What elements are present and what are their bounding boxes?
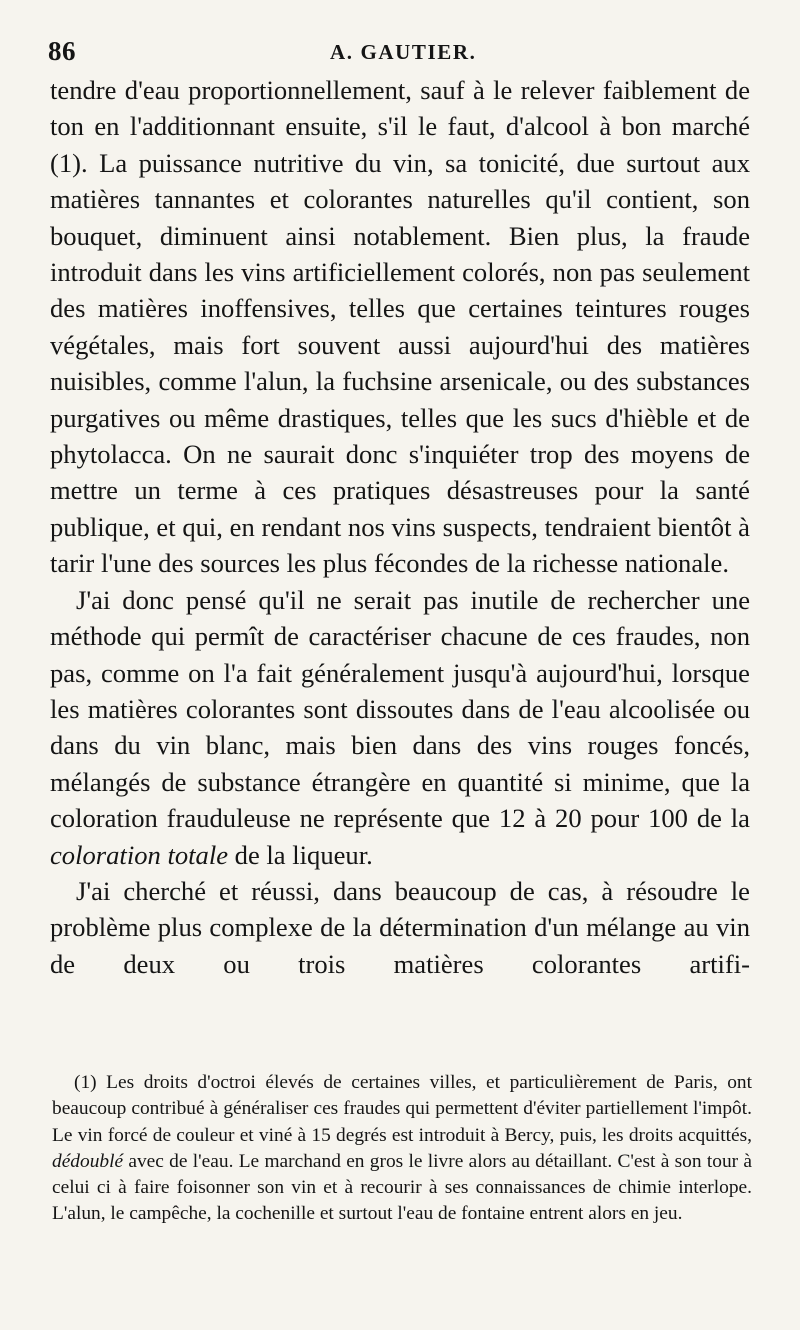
paragraph-1: tendre d'eau proportionnellement, sauf à le relever faiblement de ton en l'additionnant ensuite, s'il le faut, d'alcool à bon marché (1). La puissance nutritive du vin, sa tonicité, due surtout aux matières tannantes et colorantes naturelles qu'il contient, son bouquet, diminuent ainsi notablement. Bien plus, la fraude introduit dans les vins artificiellement colorés, non pas seulement des matières inoffensives, telles que certaines teintures rouges végétales, mais fort souvent aussi aujourd'hui des matières nuisibles, comme l'alun, la fuchsine arsenicale, ou des substances purgatives ou même drastiques, telles que les sucs d'hièble et de phytolacca. On ne saurait donc s'inquiéter trop des moyens de mettre un terme à ces pratiques désastreuses pour la santé publique, et qui, en rendant nos vins suspects, tendraient bientôt à tarir l'une des sources les plus fécondes de la richesse nationale. bbox=[50, 75, 750, 579]
running-title: A. GAUTIER. bbox=[330, 40, 477, 64]
body-text bbox=[50, 72, 750, 982]
footnote-paragraph bbox=[52, 1070, 752, 1228]
paragraph-2 bbox=[50, 582, 750, 873]
footnote-text: (1) Les droits d'octroi élevés de certaines villes, et particulièrement de Paris, ont beaucoup contribué à généraliser ces fraudes qui permettent d'éviter partiellement l'impôt. Le vin forcé de couleur et viné à 15 degrés est introduit à Bercy, puis, les droits acquittés, bbox=[52, 1072, 752, 1146]
footnote bbox=[52, 1070, 752, 1228]
paragraph-3: J'ai cherché et réussi, dans beaucoup de cas, à résoudre le problème plus complexe de la détermination d'un mélange au vin de deux ou trois matières colorantes artifi- bbox=[50, 875, 750, 979]
footnote-text-end: avec de l'eau. Le marchand en gros le livre alors au détaillant. C'est à son tour à celui ci à faire foisonner son vin et à recourir à ses connaissances de chimie interlope. L'alun, le campêche, la cochenille et surtout l'eau de fontaine entrent alors en jeu. bbox=[52, 1150, 752, 1225]
page-number: 86 bbox=[48, 36, 76, 66]
paragraph-2-emphasis: coloration totale bbox=[50, 839, 229, 870]
running-head bbox=[48, 36, 764, 76]
paragraph-2-text-end: de la liqueur. bbox=[228, 839, 373, 870]
footnote-emphasis: dédoublé bbox=[52, 1150, 124, 1172]
paragraph-2-text: J'ai donc pensé qu'il ne serait pas inutile de rechercher une méthode qui permît de caractériser chacune de ces fraudes, non pas, comme on l'a fait généralement jusqu'à aujourd'hui, lorsque les matières colorantes sont dissoutes dans de l'eau alcoolisée ou dans du vin blanc, mais bien dans des vins rouges foncés, mélangés de substance étrangère en quantité si minime, que la coloration frauduleuse ne représente que 12 à 20 pour 100 de la bbox=[50, 584, 750, 834]
